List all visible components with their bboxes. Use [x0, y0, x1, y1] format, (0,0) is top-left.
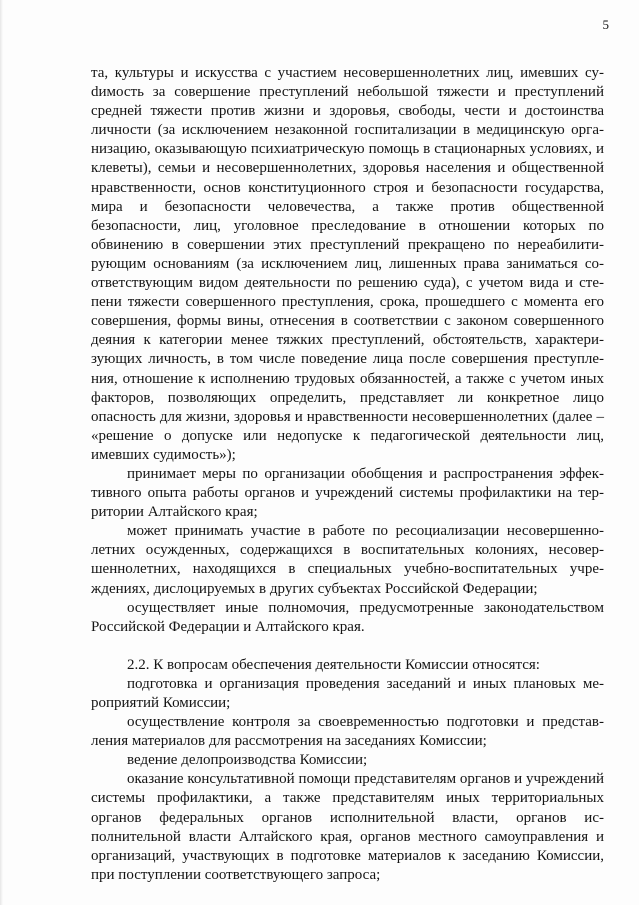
paragraph-continuation: та, культуры и искусства с участием несовершеннолетних лиц, имевших суdимость за совершение преступлений небольшой тяжести и преступлений средней тяжести против жизни и здоровья, свободы, чести и достоинства личности (за исключением незаконной госпитализации в медицинскую организацию, оказывающую психиатрическую помощь в стационарных условиях, и клеветы), семьи и несовершеннолетних, здоровья населения и общественной нравственности, основ конституционного строя и безопасности государства, мира и безопасности человечества, а также против общественной безопасности, лиц, уголовное преследование в отношении которых по обвинению в совершении этих преступлений прекращено по нереабилитирующим основаниям (за исключением лиц, лишенных права заниматься соответствующим видом деятельности по решению суда), с учетом вида и степени тяжести совершенного преступления, срока, прошедшего с момента его совершения, формы вины, отнесения в соответствии с законом совершенного деяния к категории менее тяжких преступлений, обстоятельств, характеризующих личность, в том числе поведение лица после совершения преступления, отношение к исполнению трудовых обязанностей, а также с учетом иных факторов, позволяющих определить, представляет ли конкретное лицо опасность для жизни, здоровья и нравственности несовершеннолетних (далее – «решение о допуске или недопуске к педагогической деятельности лиц, имевших судимость»);	[91, 65, 604, 463]
paragraph-records-management: ведение делопроизводства Комиссии;	[127, 752, 368, 769]
paragraph-other-powers: осуществляет иные полномочия, предусмотренные законодательством Российской Федерации и Алтайского края.	[91, 599, 604, 635]
page-number: 5	[602, 17, 609, 32]
paragraph-materials-control: осуществление контроля за своевременностью подготовки и представления материалов для рассмотрения на заседаниях Комиссии;	[91, 714, 604, 750]
paragraph-meetings-preparation: подготовка и организация проведения заседаний и иных плановых мероприятий Комиссии;	[91, 675, 604, 711]
paragraph-consultative-assistance: оказание консультативной помощи представителям органов и учреждений системы профилактики, а также представителям иных территориальных органов федеральных органов исполнительной власти, органов исполнительной власти Алтайского края, органов местного самоуправления и организаций, участвующих в подготовке материалов к заседанию Комиссии, при поступлении соответствующего запроса;	[91, 771, 604, 883]
section-heading-2-2: 2.2. К вопросам обеспечения деятельности Комиссии относятся:	[127, 656, 540, 673]
document-body	[91, 64, 604, 885]
paragraph-generalization-measures: принимает меры по организации обобщения и распространения эффективного опыта работы органов и учреждений системы профилактики на территории Алтайского края;	[91, 465, 604, 521]
page-edge-shadow	[0, 0, 3, 905]
paragraph-resocialization: может принимать участие в работе по ресоциализации несовершеннолетних осужденных, содержащихся в воспитательных колониях, несовершеннолетних, находящихся в специальных учебно-воспитательных учреждениях, дислоцируемых в других субъектах Российской Федерации;	[91, 523, 604, 597]
